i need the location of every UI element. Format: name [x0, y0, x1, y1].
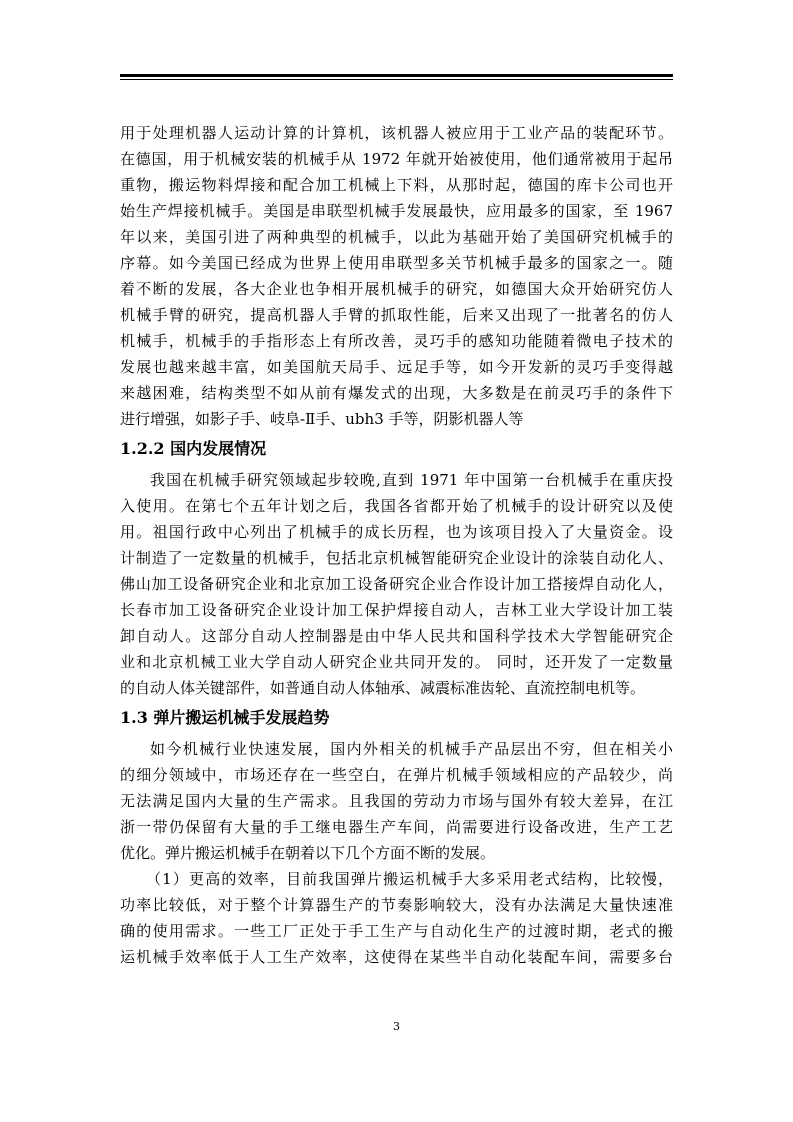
page-content [120, 120, 673, 970]
text-line: 计制造了一定数量的机械手，包括北京机械智能研究企业设计的涂装自动化人、 [120, 549, 673, 567]
text-line: 机械手，机械手的手指形态上有所改善，灵巧手的感知功能随着微电子技术的 [120, 332, 673, 350]
text-line: 业和北京机械工业大学自动人研究企业共同开发的。 同时，还开发了一定数量 [120, 653, 673, 671]
text-line: 机械手臂的研究，提高机器人手臂的抓取性能，后来又出现了一批著名的仿人 [120, 306, 673, 324]
paragraph-trends-intro [120, 736, 673, 866]
section-heading-trends: 1.3 弹片搬运机械手发展趋势 [120, 708, 330, 727]
text-line: （1）更高的效率，目前我国弹片搬运机械手大多采用老式结构，比较慢， [146, 870, 673, 888]
text-line: 如今机械行业快速发展，国内外相关的机械手产品层出不穷，但在相关小 [150, 740, 673, 758]
header-rule-thick [120, 74, 673, 77]
paragraph-domestic-development [120, 467, 673, 701]
text-line: 长春市加工设备研究企业设计加工保护焊接自动人，吉林工业大学设计加工装 [120, 601, 673, 619]
section-heading-domestic: 1.2.2 国内发展情况 [120, 439, 267, 458]
paragraph-higher-efficiency [120, 866, 673, 970]
header-rule-thin [120, 79, 673, 80]
text-line: 的自动人体关键部件，如普通自动人体轴承、减震标准齿轮、直流控制电机等。 [120, 679, 646, 697]
text-line: 入使用。在第七个五年计划之后，我国各省都开始了机械手的设计研究以及使 [120, 497, 673, 515]
text-line: 卸自动人。这部分自动人控制器是由中华人民共和国科学技术大学智能研究企 [120, 627, 673, 645]
page-number: 3 [393, 1020, 400, 1033]
text-line: 的细分领域中，市场还存在一些空白，在弹片机械手领域相应的产品较少，尚 [120, 766, 673, 784]
text-line: 序幕。如今美国已经成为世界上使用串联型多关节机械手最多的国家之一。随 [120, 254, 673, 272]
text-line: 年以来，美国引进了两种典型的机械手，以此为基础开始了美国研究机械手的 [120, 228, 673, 246]
text-line: 优化。弹片搬运机械手在朝着以下几个方面不断的发展。 [120, 844, 496, 862]
text-line: 运机械手效率低于人工生产效率，这使得在某些半自动化装配车间，需要多台 [120, 948, 673, 966]
text-line: 用于处理机器人运动计算的计算机，该机器人被应用于工业产品的装配环节。 [120, 124, 673, 142]
text-line: 功率比较低，对于整个计算器生产的节奏影响较大，没有办法满足大量快速准 [120, 896, 673, 914]
text-line: 在德国，用于机械安装的机械手从 1972 年就开始被使用，他们通常被用于起吊 [120, 150, 673, 168]
text-line: 来越困难，结构类型不如从前有爆发式的出现，大多数是在前灵巧手的条件下 [120, 384, 673, 402]
text-line: 无法满足国内大量的生产需求。且我国的劳动力市场与国外有较大差异，在江 [120, 792, 673, 810]
text-line: 重物，搬运物料焊接和配合加工机械上下料，从那时起，德国的库卡公司也开 [120, 176, 673, 194]
text-line: 发展也越来越丰富，如美国航天局手、远足手等，如今开发新的灵巧手变得越 [120, 358, 673, 376]
text-line: 进行增强，如影子手、岐阜-Ⅱ手、ubh3 手等，阴影机器人等 [120, 410, 524, 428]
text-line: 佛山加工设备研究企业和北京加工设备研究企业合作设计加工搭接焊自动化人， [120, 575, 673, 593]
text-line: 浙一带仍保留有大量的手工继电器生产车间，尚需要进行设备改进，生产工艺 [120, 818, 673, 836]
paragraph-germany-usa [120, 120, 673, 432]
text-line: 用。祖国行政中心列出了机械手的成长历程，也为该项目投入了大量资金。设 [120, 523, 673, 541]
text-line: 确的使用需求。一些工厂正处于手工生产与自动化生产的过渡时期，老式的搬 [120, 922, 673, 940]
text-line: 始生产焊接机械手。美国是串联型机械手发展最快，应用最多的国家，至 1967 [120, 202, 673, 220]
text-line: 我国在机械手研究领域起步较晚,直到 1971 年中国第一台机械手在重庆投 [150, 471, 673, 489]
text-line: 着不断的发展，各大企业也争相开展机械手的研究，如德国大众开始研究仿人 [120, 280, 673, 298]
